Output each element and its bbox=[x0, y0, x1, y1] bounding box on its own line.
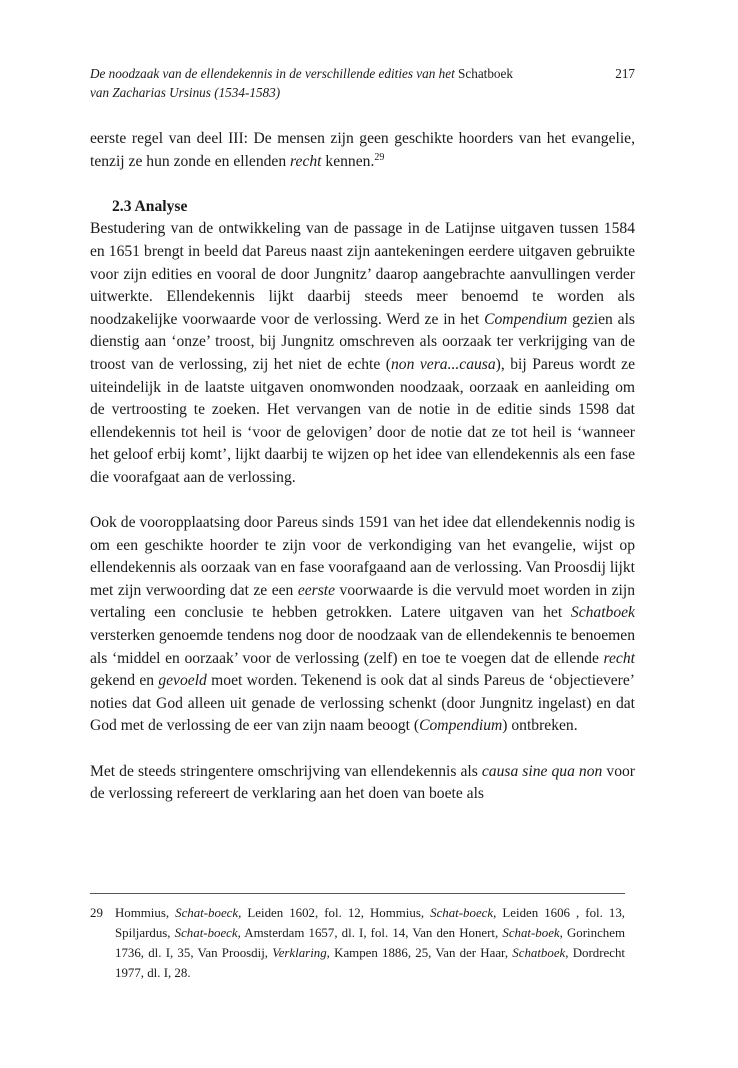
header-title-book: Schatboek bbox=[458, 66, 513, 81]
paragraph-2: Ook de vooropplaatsing door Pareus sinds 1591 van het idee dat ellendekennis nodig is om een geschikte hoorder te zijn voor de verkondiging van het evangelie, wijst op ellendekennis als oorzaak van en fase voorafgaand aan de verlossing. Van Proosdij lijkt met zijn verwoording dat ze een eerste voorwaarde is die vervuld moet worden in zijn vertaling een conclusie te hebben getrokken. Latere uitgaven van het Schatboek versterken genoemde tendens nog door de noodzaak van de ellendekennis te benoemen als ‘middel en oorzaak’ voor de verlossing (zelf) en toe te voegen dat de ellende recht gekend en gevoeld moet worden. Tekenend is ook dat al sinds Pareus de ‘objectievere’ noties dat God alleen uit genade de verlossing schenkt (door Jungnitz ingelast) en dat God met de verlossing de eer van zijn naam beoogt (Compendium) ontbreken. bbox=[90, 514, 635, 735]
page-number: 217 bbox=[615, 66, 635, 81]
main-text bbox=[90, 128, 635, 806]
footnote-number: 29 bbox=[90, 906, 103, 920]
header-title-line2: van Zacharias Ursinus (1534-1583) bbox=[90, 85, 281, 100]
paragraph-1: Bestudering van de ontwikkeling van de passage in de Latijnse uitgaven tussen 1584 en 1651 brengt in beeld dat Pareus naast zijn aantekeningen eerdere uitgaven gebruikte voor zijn edities en vooral de door Jungnitz’ daarop aangebrachte aanvullingen verder uitwerkte. Ellendekennis lijkt daarbij steeds meer benoemd te worden als noodzakelijke voorwaarde voor de verlossing. Werd ze in het Compendium gezien als dienstig aan ‘onze’ troost, bij Jungnitz omschreven als oorzaak ter verkrijging van de troost van de verlossing, zij het niet de echte (non vera...causa), bij Pareus wordt ze uiteindelijk in de laatste uitgaven onomwonden noodzaak, oorzaak en aanleiding om de vertroosting te zoeken. Het vervangen van de notie in de editie sinds 1598 dat ellendekennis tot heil is ‘voor de gelovigen’ door de notie dat ze tot heil is ‘wanneer het geloof erbij komt’, lijkt daarbij te wijzen op het idee van ellendekennis als een fase die voorafgaat aan de verlossing. bbox=[90, 220, 635, 486]
header-title: De noodzaak van de ellendekennis in de verschillende edities van het bbox=[90, 66, 455, 81]
footnote-divider bbox=[90, 893, 625, 894]
footnote-text: Hommius, Schat-boeck, Leiden 1602, fol. 12, Hommius, Schat-boeck, Leiden 1606 , fol. 13, Spiljardus, Schat-boeck, Amsterdam 1657, dl. I, fol. 14, Van den Honert, Schat-boek, Gorinchem 1736, dl. I, 35, Van Proosdij, Verklaring, Kampen 1886, 25, Van der Haar, Schatboek, Dordrecht 1977, dl. I, 28. bbox=[115, 906, 625, 980]
footnote bbox=[90, 903, 625, 983]
running-header bbox=[90, 64, 635, 102]
paragraph-0: eerste regel van deel III: De mensen zijn geen geschikte hoorders van het evangelie, tenzij ze hun zonde en ellenden recht kennen.$^{29}$ bbox=[90, 130, 635, 170]
paragraph-3: Met de steeds stringentere omschrijving van ellendekennis als causa sine qua non voor de verlossing refereert de verklaring aan het doen van boete als bbox=[90, 762, 635, 803]
section-heading: 2.3 Analyse bbox=[112, 197, 188, 215]
footnote-ref[interactable]: 29 bbox=[374, 151, 385, 163]
